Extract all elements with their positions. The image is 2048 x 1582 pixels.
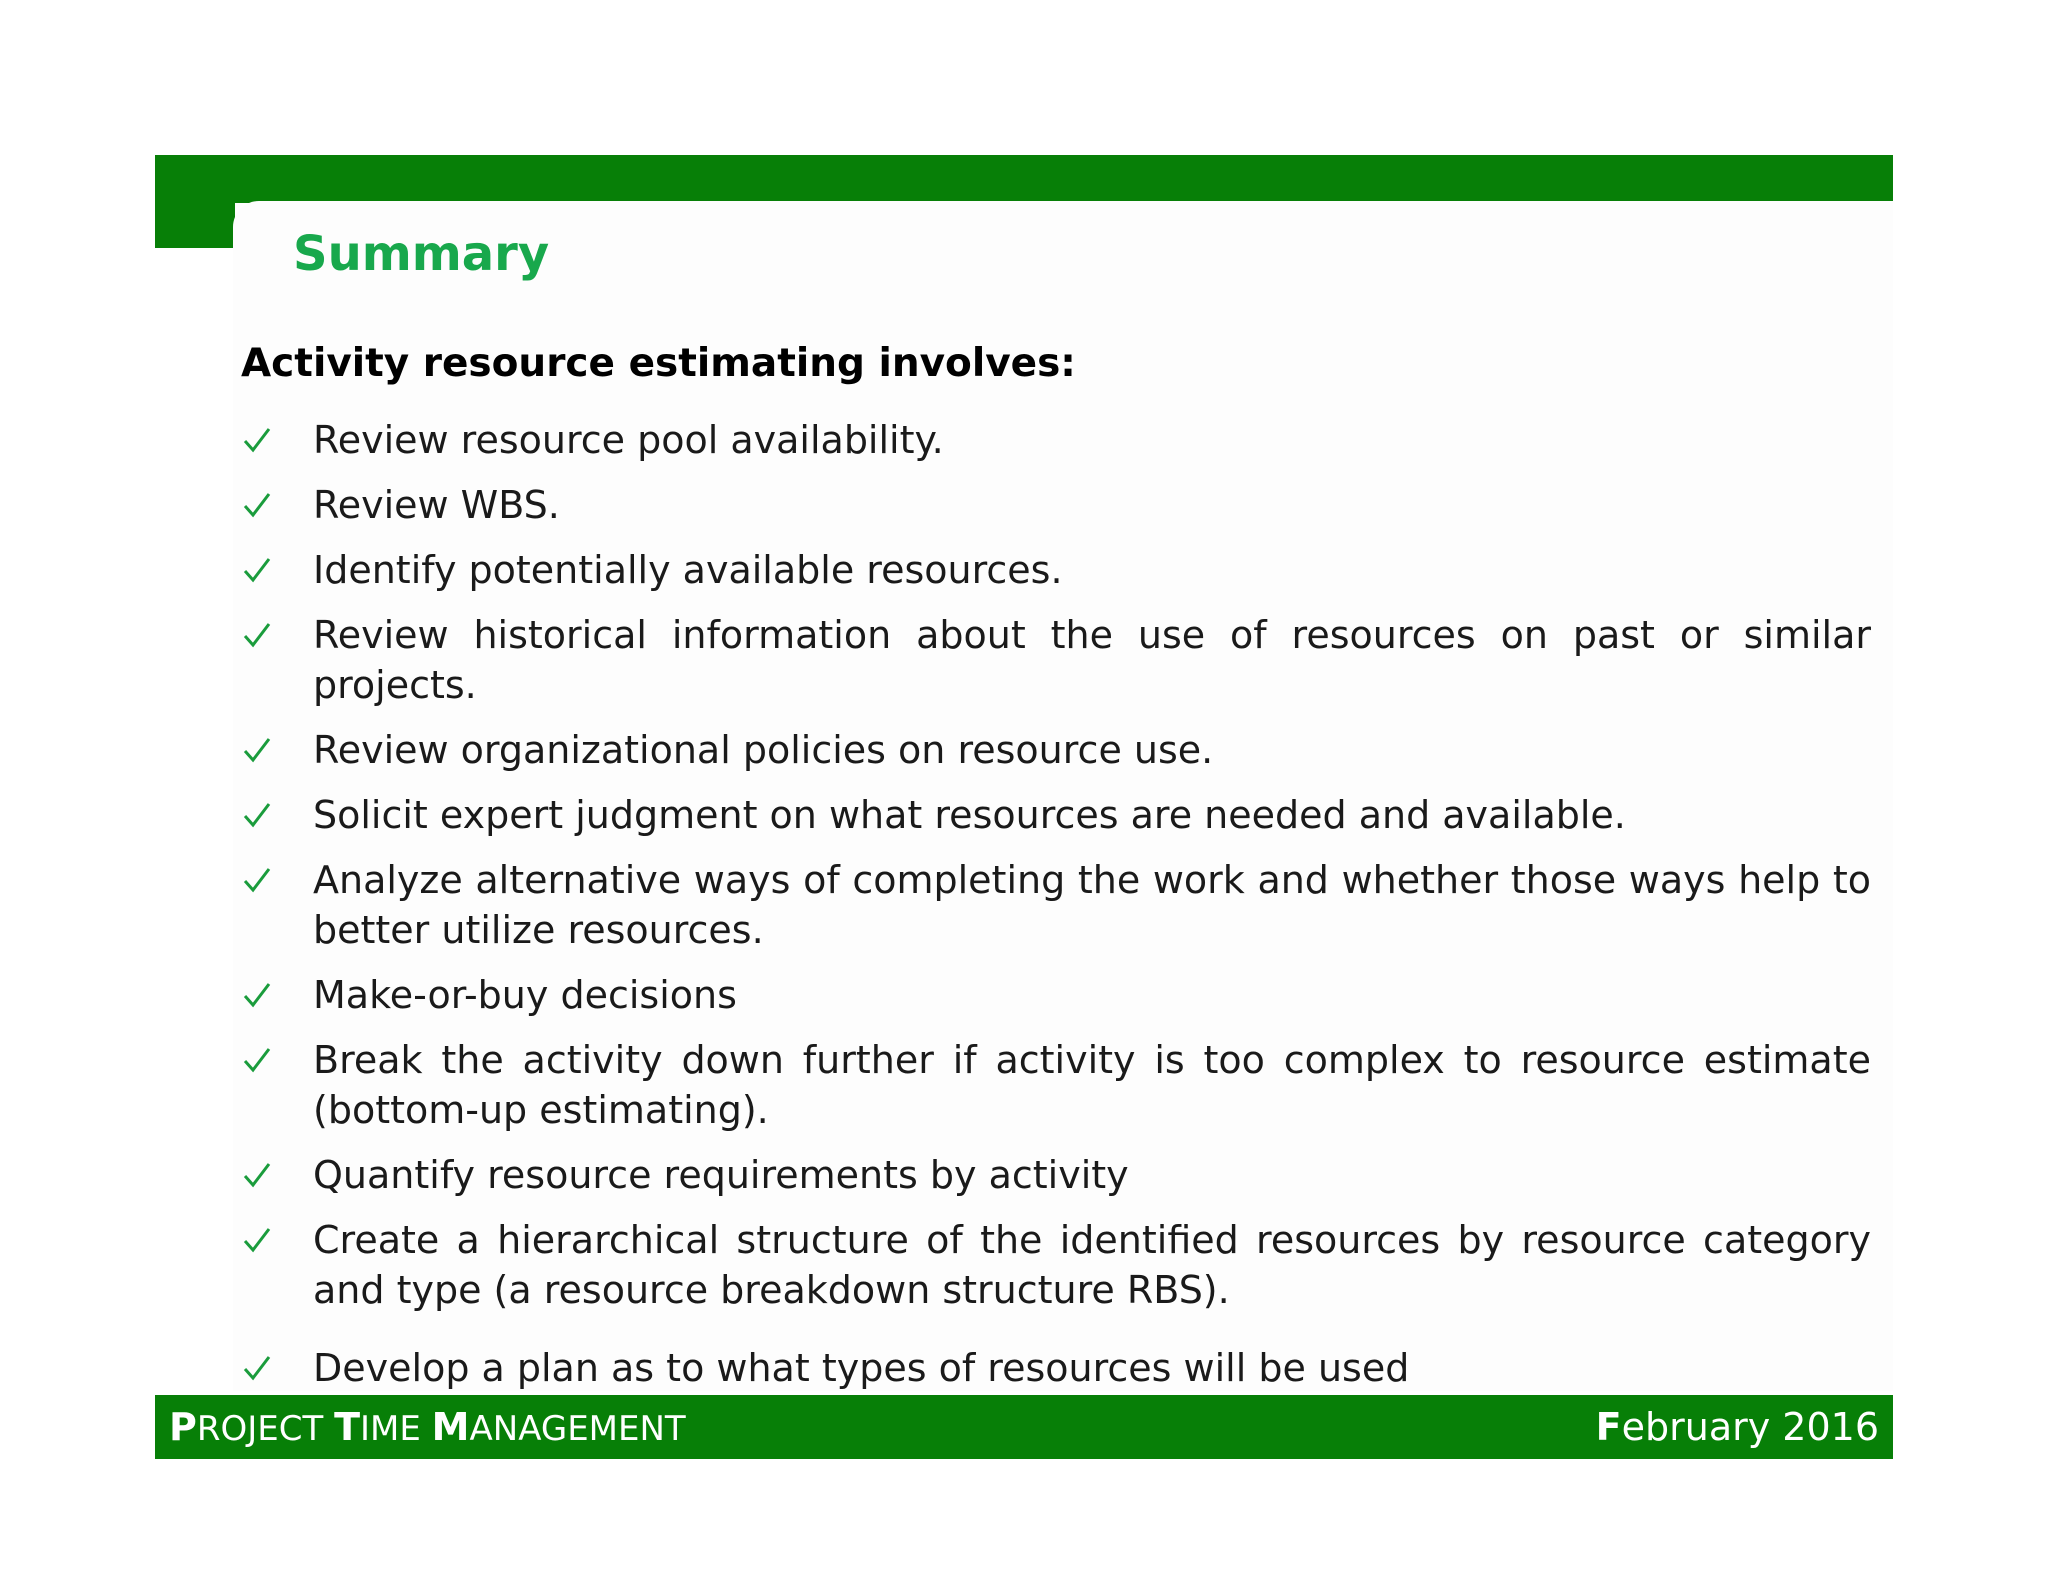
checklist-item-text: Develop a plan as to what types of resources will be used <box>313 1346 1410 1390</box>
header-bar <box>155 155 1893 203</box>
checklist-item <box>241 970 1871 1020</box>
footer-initial: M <box>431 1405 470 1449</box>
footer-date-rest: ebruary 2016 <box>1621 1405 1879 1449</box>
checkmark-icon <box>241 1035 277 1085</box>
checkmark-icon <box>241 610 277 660</box>
checklist-item <box>241 1150 1871 1200</box>
checklist-item-text: Identify potentially available resources. <box>313 548 1063 592</box>
checklist-item-text: Break the activity down further if activity is too complex to resource estimate (bottom-up estimating). <box>313 1038 1871 1132</box>
checkmark-icon <box>241 1215 277 1265</box>
checklist-item-text: Review WBS. <box>313 483 560 527</box>
checkmark-icon <box>241 415 277 465</box>
footer-course-title <box>169 1395 686 1459</box>
checkmark-icon <box>241 790 277 840</box>
checkmark-icon <box>241 725 277 775</box>
checkmark-icon <box>241 855 277 905</box>
checklist-item <box>241 725 1871 775</box>
checklist-item <box>241 1343 1871 1393</box>
checklist-item <box>241 855 1871 955</box>
checkmark-icon <box>241 970 277 1020</box>
header-notch <box>155 155 235 248</box>
checklist-item <box>241 790 1871 840</box>
checklist-item-text: Quantify resource requirements by activity <box>313 1153 1129 1197</box>
footer-word: ANAGEMENT <box>469 1409 686 1449</box>
checklist-item-text: Make-or-buy decisions <box>313 973 737 1017</box>
checkmark-icon <box>241 1343 277 1393</box>
footer-initial: T <box>334 1405 360 1449</box>
footer-date <box>1596 1395 1879 1459</box>
checklist-item-text: Review organizational policies on resource use. <box>313 728 1214 772</box>
slide-title: Summary <box>293 226 550 282</box>
checklist-item <box>241 545 1871 595</box>
checklist-item <box>241 480 1871 530</box>
checklist-item-text: Analyze alternative ways of completing the work and whether those ways help to better utilize resources. <box>313 858 1871 952</box>
checkmark-icon <box>241 545 277 595</box>
footer-date-initial: F <box>1595 1405 1622 1449</box>
intro-heading: Activity resource estimating involves: <box>241 341 1076 386</box>
checklist-item <box>241 610 1871 710</box>
checklist-item-text: Review resource pool availability. <box>313 418 944 462</box>
checklist-item <box>241 1035 1871 1135</box>
footer-bar <box>155 1395 1893 1459</box>
checklist-item <box>241 1215 1871 1315</box>
checklist <box>241 415 1871 1408</box>
checkmark-icon <box>241 1150 277 1200</box>
checkmark-icon <box>241 480 277 530</box>
checklist-item-text: Review historical information about the use of resources on past or similar projects. <box>313 613 1871 707</box>
footer-word: ROJECT <box>196 1409 324 1449</box>
checklist-item <box>241 415 1871 465</box>
footer-word: IME <box>360 1409 421 1449</box>
checklist-item-text: Create a hierarchical structure of the identified resources by resource category and type (a resource breakdown structure RBS). <box>313 1218 1871 1312</box>
checklist-item-text: Solicit expert judgment on what resources are needed and available. <box>313 793 1626 837</box>
footer-initial: P <box>169 1405 197 1449</box>
